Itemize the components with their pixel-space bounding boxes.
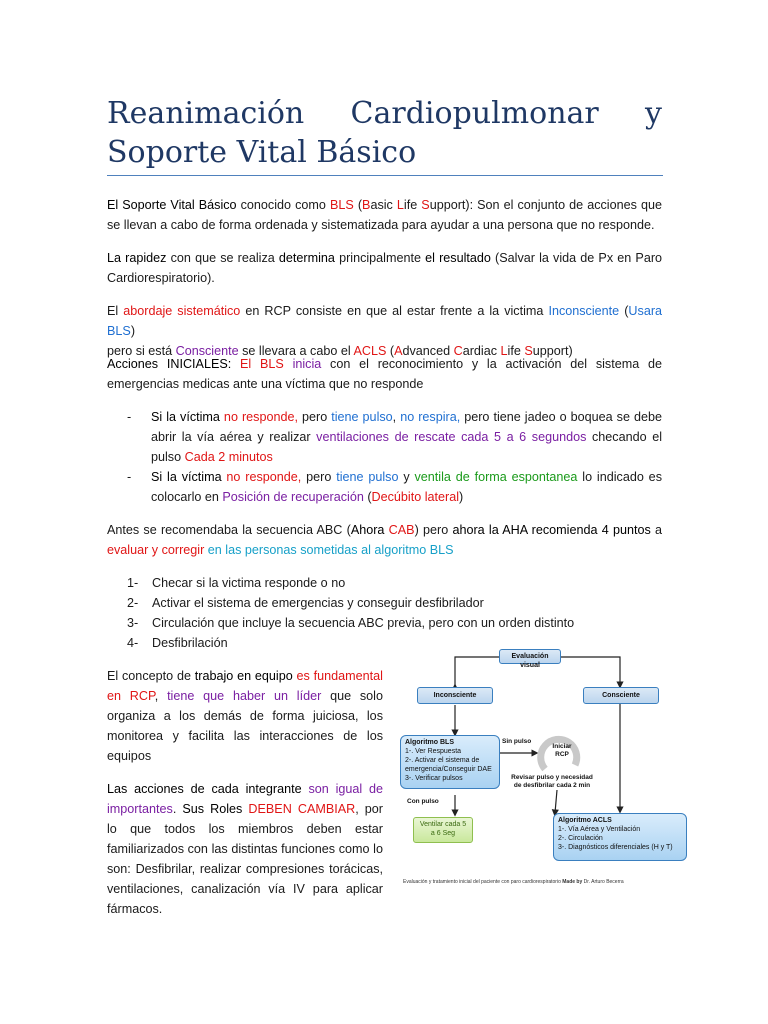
letter-s: S [421, 198, 430, 212]
box-line: 3-. Diagnósticos diferenciales (H y T) [558, 844, 673, 851]
box-consciente [583, 687, 659, 704]
term-soporte-vital: El Soporte Vital Básico [107, 198, 237, 212]
term-lider: tiene que haber un líder [167, 689, 322, 703]
bls-acls-flow-diagram [395, 645, 695, 895]
term-trabajo-equipo: trabajo en equipo [194, 669, 293, 683]
box-evaluacion-visual [499, 649, 561, 669]
diagram-caption [403, 879, 624, 885]
text: pero si está [107, 344, 176, 358]
connector-revisar-acls [555, 790, 557, 813]
box-line: 3-. Verificar pulsos [405, 775, 463, 782]
text: principalmente [334, 251, 426, 265]
text: El BLS [231, 357, 293, 371]
bullet-item-1 [127, 407, 662, 467]
text: ife [507, 344, 525, 358]
paragraph-rapidez [107, 248, 662, 288]
paragraph-acciones-integrante [107, 779, 383, 919]
term-ventilaciones: ventilaciones de rescate cada 5 a 6 segundos [316, 430, 587, 444]
list-number: 4- [127, 636, 139, 650]
term-ahora: Ahora [350, 523, 389, 537]
text: en las personas sometidas al algoritmo BLS [204, 543, 454, 557]
text: y [398, 470, 415, 484]
list-text: Checar si la victima responde o no [152, 576, 346, 590]
term-no-responde: no responde, [219, 410, 298, 424]
box-line: 1-. Vía Aérea y Ventilación [558, 826, 641, 833]
text: ardiac [462, 344, 501, 358]
text: pero [297, 410, 332, 424]
box-line: 2-. Circulación [558, 835, 603, 842]
term-inconsciente: Inconsciente [548, 304, 620, 318]
term-tiene-pulso: tiene pulso [331, 410, 393, 424]
label-rcp: RCP [555, 751, 569, 758]
list-number: 2- [127, 596, 139, 610]
term-no-respira: no respira, [400, 410, 461, 424]
text: conocido como [236, 198, 330, 212]
term-tiene-pulso: tiene pulso [336, 470, 399, 484]
text: El concepto de [107, 669, 195, 683]
list-item [127, 573, 662, 593]
text: pero [301, 470, 337, 484]
term-aha: ahora la AHA recomienda 4 puntos [452, 523, 651, 537]
connector-eval-inconsciente [455, 657, 500, 687]
title-underline [107, 175, 663, 176]
list-text: Circulación que incluye la secuencia ABC previa, pero con un orden distinto [152, 616, 575, 630]
box-algoritmo-bls [400, 735, 500, 789]
term-fundamental: es fundamental en RCP [107, 669, 383, 703]
box-label: Evaluación visual [511, 653, 549, 669]
term-decubito-lateral: Decúbito lateral [371, 490, 460, 504]
text: ( [386, 344, 395, 358]
term-evaluar-corregir: evaluar y corregir [107, 543, 205, 557]
text: ife [403, 198, 422, 212]
text: Si la víctima [151, 410, 220, 424]
list-text: Activar el sistema de emergencias y conseguir desfibrilador [152, 596, 484, 610]
text: ) [459, 490, 464, 504]
paragraph-trabajo-equipo [107, 666, 383, 766]
box-ventilar [413, 817, 473, 843]
text: pero tiene jadeo o boquea se debe abrir la vía aérea y realizar [151, 410, 662, 444]
text: ) [130, 324, 136, 338]
text: , [154, 689, 168, 703]
text: Si la víctima [151, 470, 222, 484]
text: upport): Son el conjunto de acciones que se llevan a cabo de forma ordenada y sistematizada para ayudar a una persona que no responde. [107, 198, 662, 232]
letter-s: S [524, 344, 533, 358]
text: dvanced [402, 344, 454, 358]
text: ( [353, 198, 363, 212]
box-label: Consciente [602, 692, 640, 699]
term-posicion-recuperacion: Posición de recuperación [222, 490, 364, 504]
text: asic [370, 198, 397, 212]
term-usara-bls: Usara BLS [107, 304, 663, 338]
list-number: 1- [127, 576, 139, 590]
title-word-1: Reanimación [107, 96, 305, 131]
title-line-2: Soporte Vital Básico [107, 135, 417, 170]
letter-b: B [362, 198, 371, 212]
term-inicia: inicia [292, 357, 322, 371]
bullet-dash: - [127, 410, 132, 424]
term-cab: CAB [388, 523, 415, 537]
term-igual-importantes: son igual de importantes [107, 782, 384, 816]
numbered-list [127, 573, 662, 653]
label-con-pulso: Con pulso [407, 798, 439, 805]
title-word-3: y [645, 96, 662, 131]
paragraph-bls-definition [107, 195, 662, 235]
term-rapidez: La rapidez [107, 251, 167, 265]
text: ) pero [414, 523, 453, 537]
box-title: Algoritmo ACLS [558, 817, 612, 824]
text: (Salvar la vida de Px en Paro Cardiorespiratorio). [107, 251, 663, 285]
text: con el reconocimiento y la activación del sistema de emergencias medicas ante una víctima que no responde [107, 357, 662, 391]
caption-surname: Becerra [606, 879, 624, 885]
text: ( [363, 490, 372, 504]
text: a [650, 523, 663, 537]
text: ( [619, 304, 629, 318]
text: consiste en que al estar frente a la victima [290, 304, 549, 318]
text: . [172, 802, 183, 816]
label-sin-pulso: Sin pulso [502, 738, 532, 745]
letter-a: A [394, 344, 403, 358]
label-iniciar-rcp [552, 743, 572, 759]
bullet-item-2 [127, 467, 662, 507]
paragraph-abordaje [107, 301, 662, 361]
letter-l: L [396, 198, 404, 212]
text: Las acciones de cada integrante [107, 782, 302, 796]
box-line: 2-. Activar el sistema de emergencia/Conseguir DAE [405, 757, 492, 773]
bullet-list [127, 407, 662, 507]
term-consciente: Consciente [175, 344, 239, 358]
paragraph-acciones-iniciales [107, 354, 662, 394]
connector-eval-consciente [560, 657, 620, 685]
list-number: 3- [127, 616, 139, 630]
label-iniciar: Iniciar [552, 743, 572, 750]
term-resultado: el resultado [425, 251, 491, 265]
paragraph-secuencia [107, 520, 662, 560]
term-acciones-iniciales: Acciones INICIALES: [107, 357, 232, 371]
term-cada-2-minutos: Cada 2 minutos [184, 450, 273, 464]
text: , por lo que todos los miembros deben estar familiarizados con las distintas funciones como lo son: Desfibrilar, realizar compresiones torácicas, ventilaciones, canalización vía IV para aplicar fármacos. [107, 802, 383, 916]
term-ventila-espontanea: ventila de forma espontanea [414, 470, 578, 484]
caption-text: Evaluación y tratamiento inicial del paciente con paro cardiorespiratorio [403, 879, 563, 885]
term-deben-cambiar: DEBEN CAMBIAR [242, 802, 356, 816]
text: checando el pulso [151, 430, 663, 464]
box-label: Inconsciente [433, 692, 477, 699]
list-item [127, 613, 662, 633]
list-text: Desfibrilación [152, 636, 228, 650]
text: en RCP [240, 304, 291, 318]
term-acls: ACLS [353, 344, 387, 358]
title-line-1 [107, 94, 662, 133]
box-inconsciente [417, 687, 493, 704]
box-label: Ventilar cada 5 a 6 Seg [419, 821, 467, 837]
text: lo indicado es colocarlo en [151, 470, 662, 504]
list-item [127, 593, 662, 613]
term-determina: determina [278, 251, 335, 265]
caption-made-by: Made by [562, 879, 583, 885]
page-title [107, 94, 662, 172]
text: que solo organiza a los demás de forma juiciosa, los monitorea y facilita las interacciones de los equipos [107, 689, 383, 763]
box-line: 1-. Ver Respuesta [405, 748, 462, 755]
box-title: Algoritmo BLS [405, 739, 454, 746]
term-no-responde: no responde, [221, 470, 302, 484]
letter-l: L [500, 344, 508, 358]
text: El [107, 304, 124, 318]
term-bls: BLS [329, 198, 354, 212]
label-revisar-pulso: Revisar pulso y necesidad de desfibrilar cada 2 min [511, 774, 593, 789]
text: con que se realiza [166, 251, 279, 265]
title-word-2: Cardiopulmonar [350, 96, 599, 131]
text: se llevara a cabo el [238, 344, 354, 358]
caption-author: Dr. Arturo [582, 879, 607, 885]
term-sus-roles: Sus Roles [182, 802, 243, 816]
text: Antes se recomendaba la secuencia ABC ( [107, 523, 351, 537]
term-abordaje: abordaje sistemático [123, 304, 241, 318]
letter-c: C [453, 344, 463, 358]
text: , [392, 410, 401, 424]
box-algoritmo-acls [553, 813, 687, 861]
text: upport) [532, 344, 573, 358]
bullet-dash: - [127, 470, 132, 484]
